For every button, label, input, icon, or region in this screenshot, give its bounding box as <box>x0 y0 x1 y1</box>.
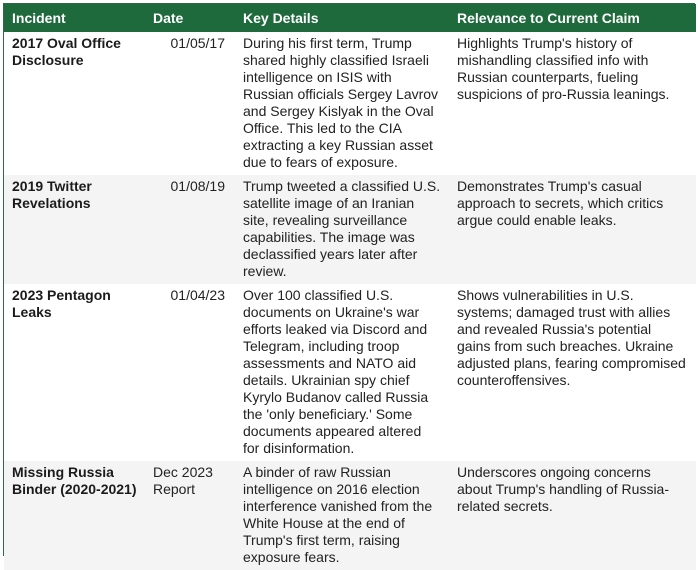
incident-cell: 2019 Twitter Revelations <box>4 175 145 284</box>
table-header-row <box>4 4 696 32</box>
date-cell: Dec 2023 Report <box>145 461 235 570</box>
details-cell: A binder of raw Russian intelligence on 2016 election interference vanished from the White House at the end of Trump's first term, raising exposure fears. <box>235 461 449 570</box>
date-cell: 01/08/19 <box>145 175 235 284</box>
incident-cell: Missing Russia Binder (2020-2021) <box>4 461 145 570</box>
relevance-cell: Underscores ongoing concerns about Trump's handling of Russia-related secrets. <box>449 461 696 570</box>
table-row <box>4 175 696 284</box>
date-cell: 01/04/23 <box>145 284 235 461</box>
relevance-cell: Shows vulnerabilities in U.S. systems; damaged trust with allies and revealed Russia's potential gains from such breaches. Ukraine adjusted plans, fearing compromised counteroffensives. <box>449 284 696 461</box>
table-row <box>4 461 696 570</box>
incident-table <box>4 4 696 570</box>
incident-table-frame <box>3 3 695 565</box>
details-cell: Over 100 classified U.S. documents on Ukraine's war efforts leaked via Discord and Telegram, including troop assessments and NATO aid details. Ukrainian spy chief Kyrylo Budanov called Russia the 'only beneficiary.' Some documents appeared altered for disinformation. <box>235 284 449 461</box>
relevance-cell: Demonstrates Trump's casual approach to secrets, which critics argue could enable leaks. <box>449 175 696 284</box>
date-cell: 01/05/17 <box>145 32 235 175</box>
header-date: Date <box>145 4 235 32</box>
header-key-details: Key Details <box>235 4 449 32</box>
table-row <box>4 32 696 175</box>
header-relevance: Relevance to Current Claim <box>449 4 696 32</box>
table-row <box>4 284 696 461</box>
relevance-cell: Highlights Trump's history of mishandling classified info with Russian counterparts, fueling suspicions of pro-Russia leanings. <box>449 32 696 175</box>
incident-cell: 2017 Oval Office Disclosure <box>4 32 145 175</box>
header-incident: Incident <box>4 4 145 32</box>
incident-cell: 2023 Pentagon Leaks <box>4 284 145 461</box>
details-cell: During his first term, Trump shared highly classified Israeli intelligence on ISIS with Russian officials Sergey Lavrov and Sergey Kislyak in the Oval Office. This led to the CIA extracting a key Russian asset due to fears of exposure. <box>235 32 449 175</box>
details-cell: Trump tweeted a classified U.S. satellite image of an Iranian site, revealing surveillance capabilities. The image was declassified years later after review. <box>235 175 449 284</box>
